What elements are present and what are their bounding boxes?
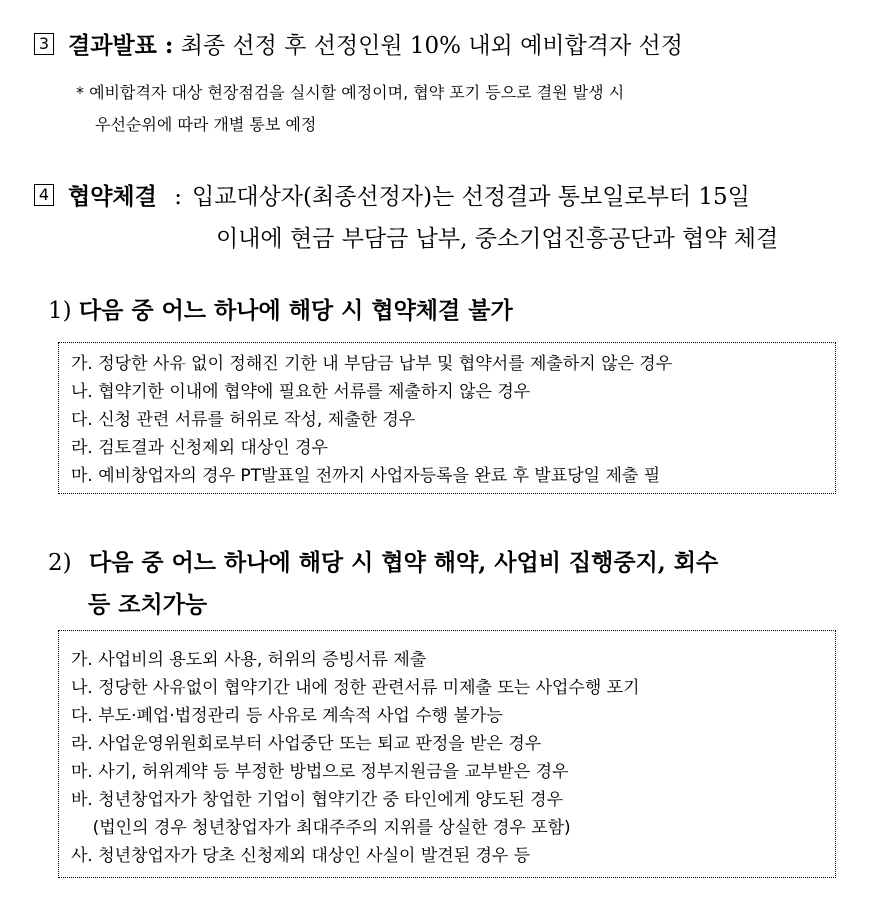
list-item: (법인의 경우 청년창업자가 최대주주의 지위를 상실한 경우 포함)	[71, 818, 571, 838]
section-4-heading	[34, 178, 750, 211]
list-item: 나. 정당한 사유없이 협약기간 내에 정한 관련서류 미제출 또는 사업수행 포기	[71, 678, 640, 698]
section-4-colon: :	[174, 184, 182, 210]
section-4-text-line-1: 입교대상자(최종선정자)는 선정결과 통보일로부터 15일	[191, 184, 750, 210]
list-item: 다. 부도·폐업·법정관리 등 사유로 계속적 사업 수행 불가능	[71, 706, 503, 726]
section-3-heading	[34, 27, 683, 60]
section-3-title: 결과발표 :	[68, 32, 174, 59]
sub-1-box	[58, 342, 836, 494]
sub-2-title-line-1: 다음 중 어느 하나에 해당 시 협약 해약, 사업비 집행중지, 회수	[88, 549, 719, 576]
sub-1-title: 다음 중 어느 하나에 해당 시 협약체결 불가	[78, 297, 513, 324]
section-3-text: 최종 선정 후 선정인원 10% 내외 예비합격자 선정	[180, 33, 683, 59]
section-4-number: 4	[34, 184, 54, 206]
sub-1-number: 1)	[48, 298, 72, 324]
list-item: 바. 청년창업자가 창업한 기업이 협약기간 중 타인에게 양도된 경우	[71, 790, 564, 810]
list-item: 라. 검토결과 신청제외 대상인 경우	[71, 438, 328, 458]
section-4-text-line-2: 이내에 현금 부담금 납부, 중소기업진흥공단과 협약 체결	[216, 226, 779, 252]
list-item: 가. 사업비의 용도외 사용, 허위의 증빙서류 제출	[71, 650, 427, 670]
list-item: 나. 협약기한 이내에 협약에 필요한 서류를 제출하지 않은 경우	[71, 382, 531, 402]
section-3-number: 3	[34, 33, 54, 55]
list-item: 다. 신청 관련 서류를 허위로 작성, 제출한 경우	[71, 410, 416, 430]
section-3-note-line-1: * 예비합격자 대상 현장점검을 실시할 예정이며, 협약 포기 등으로 결원 발생 시	[76, 83, 625, 102]
list-item: 가. 정당한 사유 없이 정해진 기한 내 부담금 납부 및 협약서를 제출하지 않은 경우	[71, 354, 673, 374]
list-item: 라. 사업운영위원회로부터 사업중단 또는 퇴교 판정을 받은 경우	[71, 734, 542, 754]
section-4-title: 협약체결	[68, 183, 157, 210]
sub-2-heading	[48, 544, 718, 577]
list-item: 마. 사기, 허위계약 등 부정한 방법으로 정부지원금을 교부받은 경우	[71, 762, 569, 782]
section-3-note-line-2: 우선순위에 따라 개별 통보 예정	[95, 115, 317, 134]
sub-2-number: 2)	[48, 550, 72, 576]
sub-2-title-line-2: 등 조치가능	[88, 591, 208, 618]
list-item: 마. 예비창업자의 경우 PT발표일 전까지 사업자등록을 완료 후 발표당일 제출 필	[71, 466, 661, 486]
sub-2-box	[58, 630, 836, 878]
list-item: 사. 청년창업자가 당초 신청제외 대상인 사실이 발견된 경우 등	[71, 846, 531, 866]
sub-1-heading	[48, 292, 513, 325]
